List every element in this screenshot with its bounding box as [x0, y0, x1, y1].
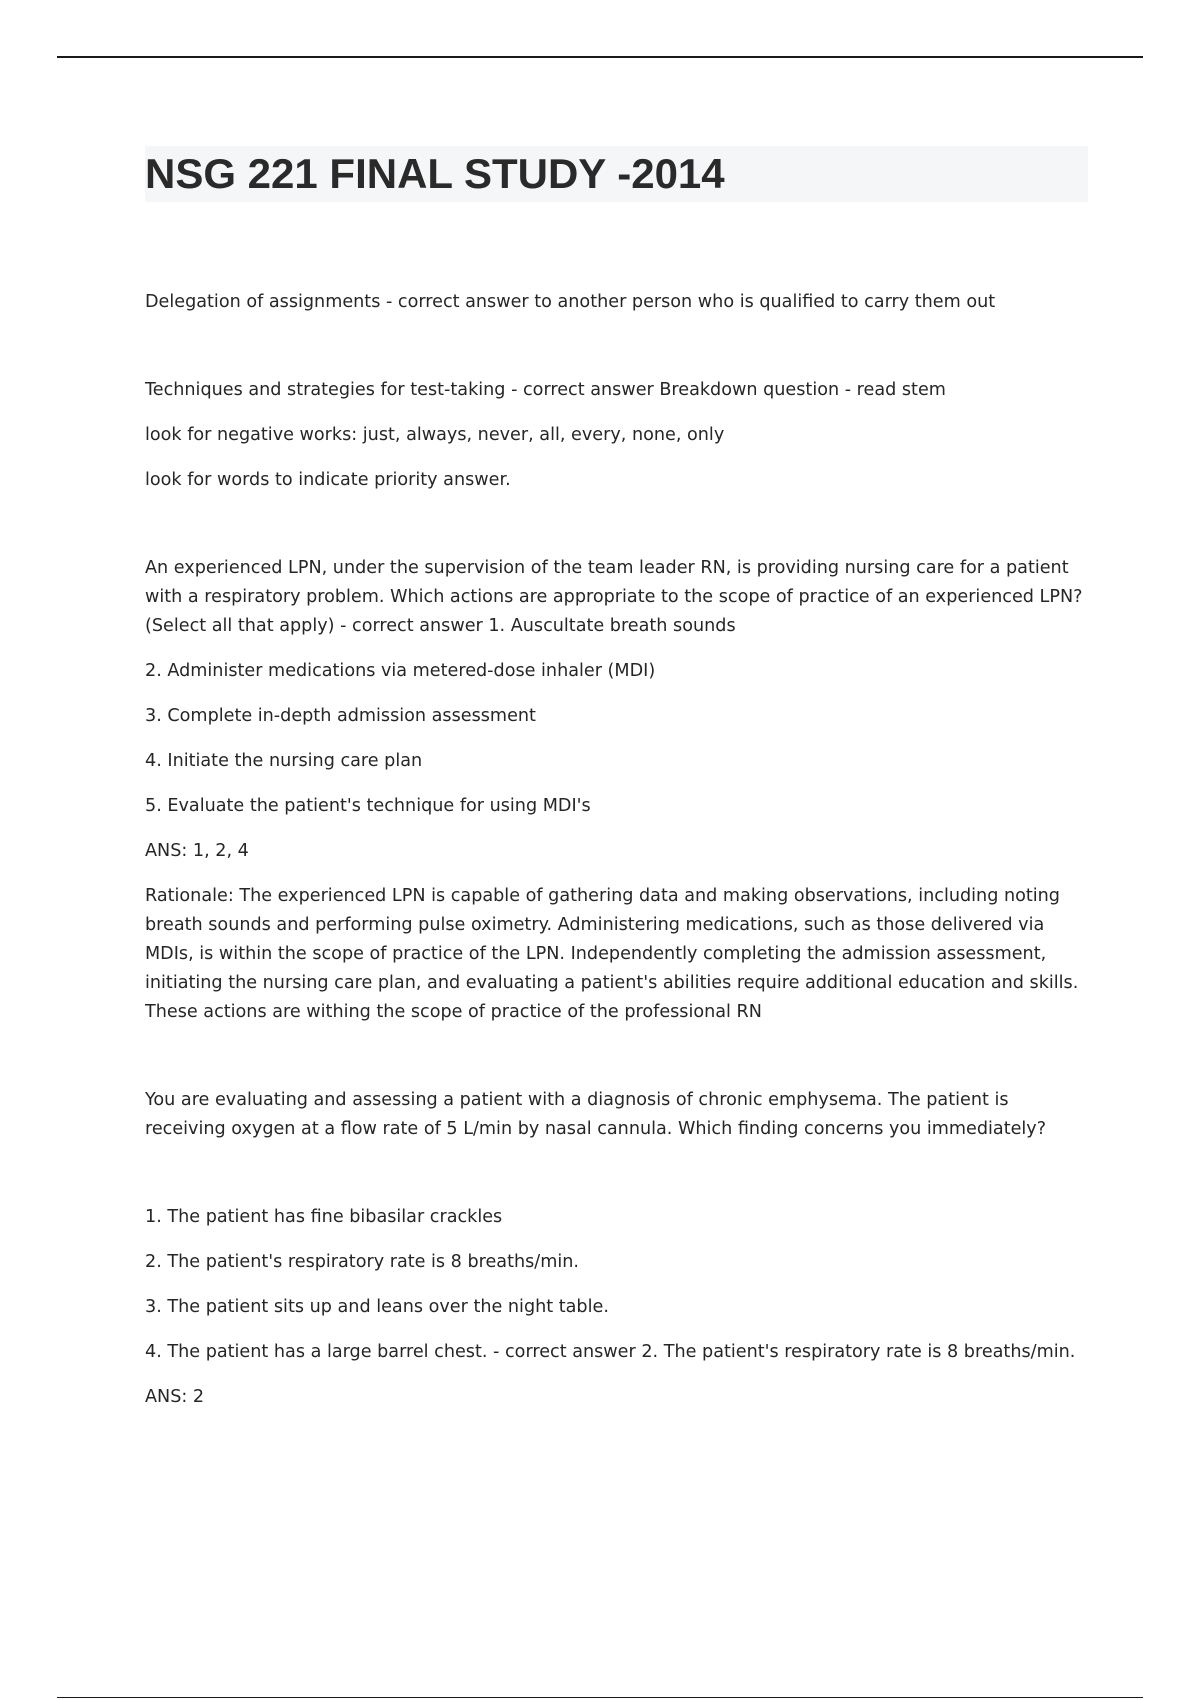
- test-taking-line-3: look for words to indicate priority answer.: [145, 470, 511, 490]
- test-taking-line-2: look for negative works: just, always, never, all, every, none, only: [145, 425, 725, 445]
- lpn-option-4: 4. Initiate the nursing care plan: [145, 751, 423, 771]
- lpn-option-3: 3. Complete in-depth admission assessment: [145, 706, 536, 726]
- emphysema-option-2: 2. The patient's respiratory rate is 8 breaths/min.: [145, 1252, 580, 1272]
- qa-delegation: Delegation of assignments - correct answer to another person who is qualified to carry them out: [145, 292, 996, 312]
- bottom-rule: [57, 1697, 1143, 1698]
- document-body: [145, 288, 1088, 1412]
- document-page: [145, 146, 1088, 1428]
- title-band: [145, 146, 1088, 202]
- qa-emphysema-question: You are evaluating and assessing a patient with a diagnosis of chronic emphysema. The patient is receiving oxygen at a flow rate of 5 L/min by nasal cannula. Which finding concerns you immediately?: [145, 1090, 1047, 1139]
- emphysema-option-3: 3. The patient sits up and leans over the night table.: [145, 1297, 609, 1317]
- lpn-option-2: 2. Administer medications via metered-dose inhaler (MDI): [145, 661, 656, 681]
- emphysema-answer: ANS: 2: [145, 1387, 205, 1407]
- lpn-answer: ANS: 1, 2, 4: [145, 841, 249, 861]
- lpn-option-5: 5. Evaluate the patient's technique for using MDI's: [145, 796, 591, 816]
- emphysema-option-1: 1. The patient has fine bibasilar crackles: [145, 1207, 503, 1227]
- lpn-rationale: Rationale: The experienced LPN is capable of gathering data and making observations, including noting breath sounds and performing pulse oximetry. Administering medications, such as those delivered via MDIs, is within the scope of practice of the LPN. Independently completing the admission assessment, initiating the nursing care plan, and evaluating a patient's abilities require additional education and skills. These actions are withing the scope of practice of the professional RN: [145, 886, 1079, 1022]
- qa-test-taking: Techniques and strategies for test-taking - correct answer Breakdown question - read stem: [145, 380, 946, 400]
- top-rule: [57, 56, 1143, 58]
- emphysema-option-4: 4. The patient has a large barrel chest. - correct answer 2. The patient's respiratory rate is 8 breaths/min.: [145, 1342, 1076, 1362]
- document-title: NSG 221 FINAL STUDY -2014: [145, 150, 725, 197]
- qa-lpn-question: An experienced LPN, under the supervision of the team leader RN, is providing nursing care for a patient with a respiratory problem. Which actions are appropriate to the scope of practice of an experienced LPN? (Select all that apply) - correct answer 1. Auscultate breath sounds: [145, 558, 1083, 636]
